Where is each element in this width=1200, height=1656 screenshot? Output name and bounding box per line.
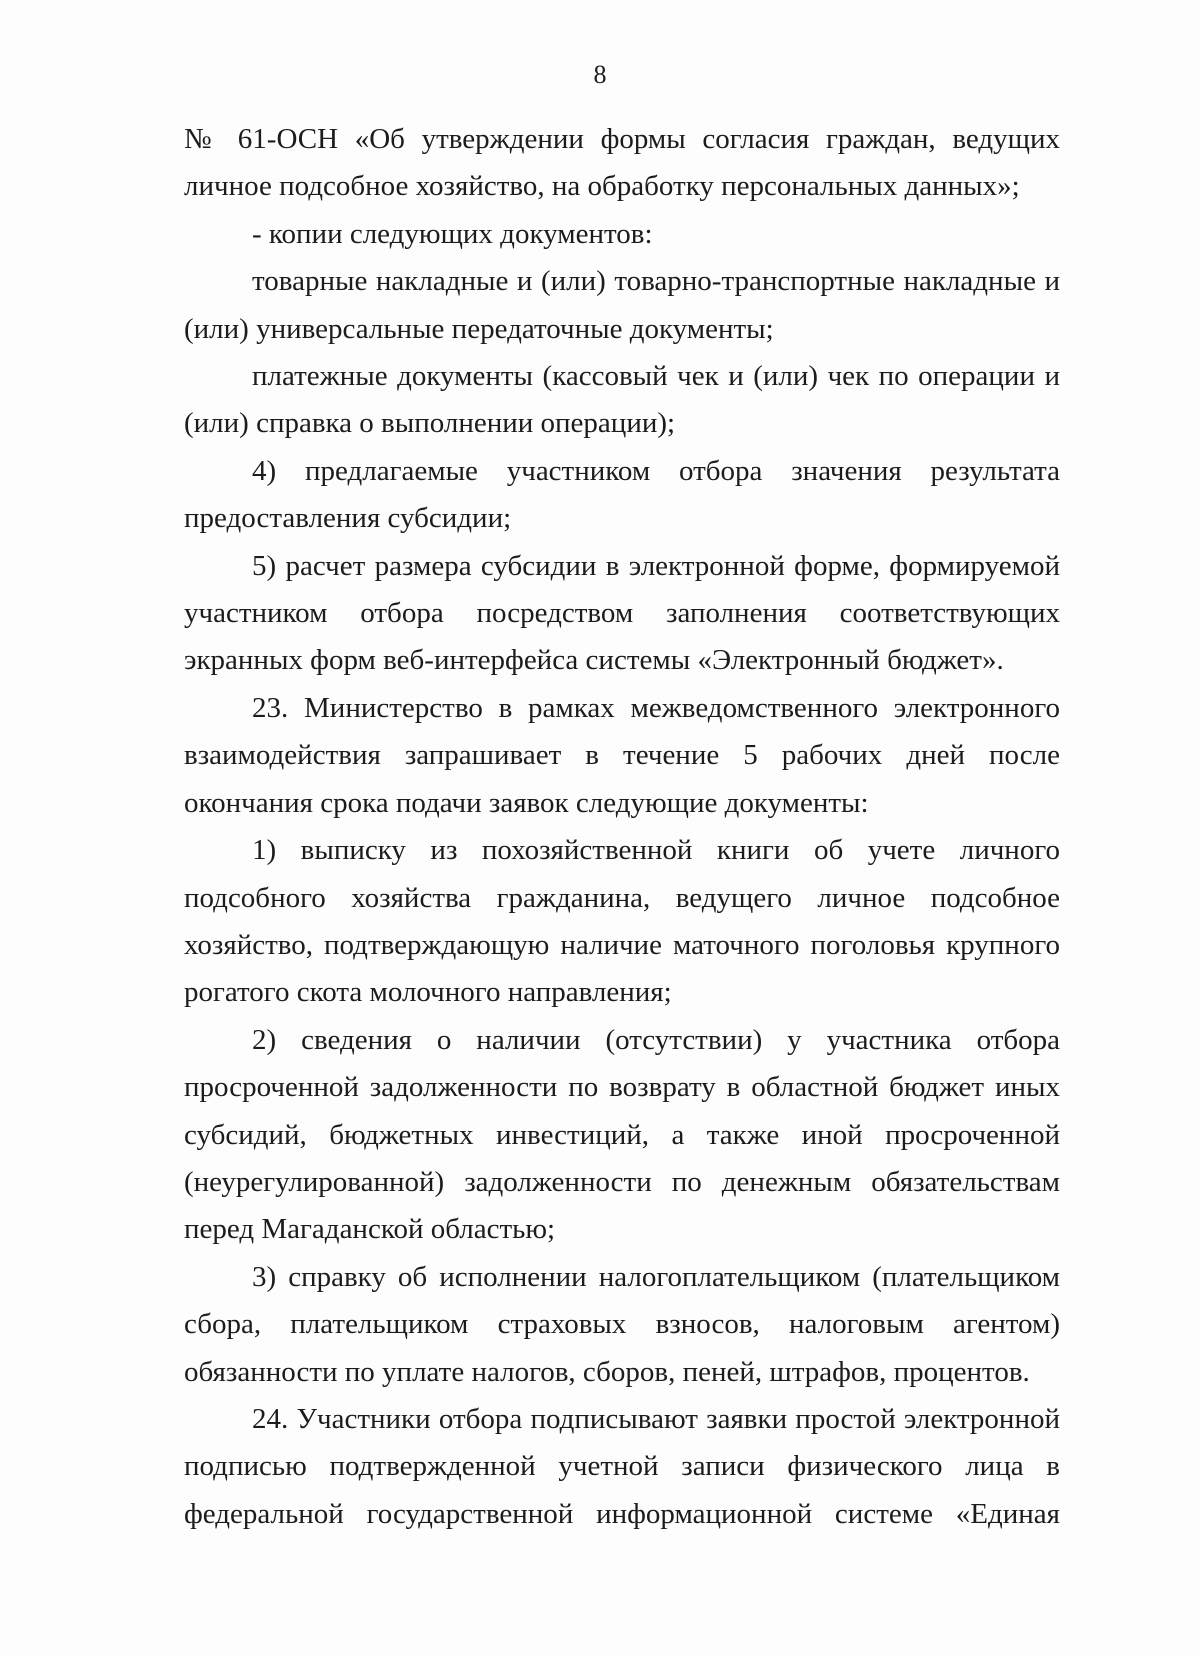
paragraph-invoices: товарные накладные и (или) товарно-транспортные накладные и (или) универсальные передаточные документы; [184,265,1060,345]
paragraph-item-4: 4) предлагаемые участником отбора значения результата предоставления субсидии; [184,454,1060,535]
paragraph-23-item-2: 2) сведения о наличии (отсутствии) у участника отбора просроченной задолженности по возврату в областной бюджет иных субсидий, бюджетных инвестиций, а также иной просроченной (неурегулированной) задолженности по денежным обязательствам перед Магаданской областью; [184,1023,1060,1246]
document-body [184,116,1060,1538]
paragraph-document-copies: - копии следующих документов: [252,217,653,250]
paragraph-23-item-1: 1) выписку из похозяйственной книги об учете личного подсобного хозяйства гражданина, ведущего личное подсобное хозяйство, подтверждающую наличие маточного поголовья крупного рогатого скота молочного направления; [184,834,1060,1009]
paragraph-section-24: 24. Участники отбора подписывают заявки простой электронной подписью подтвержденной учетной записи физического лица в федеральной государственной информационной системе «Единая [184,1402,1060,1530]
paragraph-payment-documents: платежные документы (кассовый чек и (или) чек по операции и (или) справка о выполнении операции); [184,360,1060,440]
page-number: 8 [593,60,607,89]
paragraph-item-5: 5) расчет размера субсидии в электронной форме, формируемой участником отбора посредством заполнения соответствующих экранных форм веб-интерфейса системы «Электронный бюджет». [184,549,1060,677]
paragraph-consent-form-ref: № 61-ОСН «Об утверждении формы согласия граждан, ведущих личное подсобное хозяйство, на обработку персональных данных»; [184,123,1060,203]
paragraph-23-item-3: 3) справку об исполнении налогоплательщиком (плательщиком сбора, плательщиком страховых взносов, налоговым агентом) обязанности по уплате налогов, сборов, пеней, штрафов, процентов. [184,1260,1060,1388]
paragraph-section-23: 23. Министерство в рамках межведомственного электронного взаимодействия запрашивает в течение 5 рабочих дней после окончания срока подачи заявок следующие документы: [184,691,1060,819]
